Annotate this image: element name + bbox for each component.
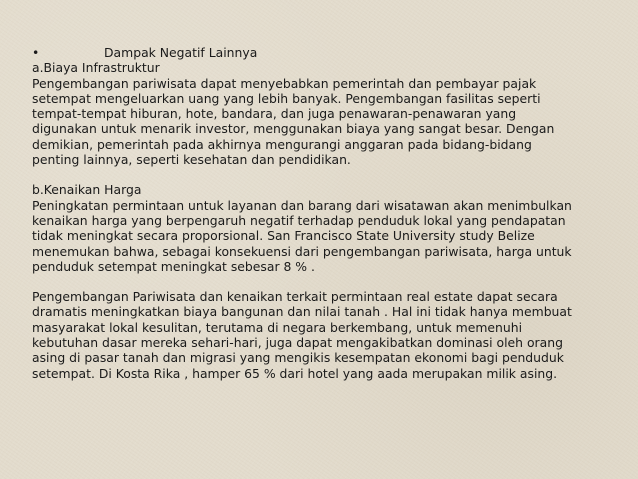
paragraph-line: setempat. Di Kosta Rika , hamper 65 % dari hotel yang aada merupakan milik asing. <box>32 365 558 381</box>
paragraph-line: penting lainnya, seperti kesehatan dan pendidikan. <box>32 152 351 168</box>
paragraph-line: Pengembangan pariwisata dapat menyebabkan pemerintah dan pembayar pajak <box>32 75 537 91</box>
bullet-marker: • <box>32 45 40 60</box>
bullet-heading <box>32 45 612 60</box>
paragraph-line: tempat-tempat hiburan, hote, bandara, dan juga penawaran-penawaran yang <box>32 106 517 122</box>
paragraph-gap <box>32 167 612 182</box>
subheading-kenaikan-harga: b.Kenaikan Harga <box>32 182 142 198</box>
paragraph-line: demikian, pemerintah pada akhirnya mengurangi anggaran pada bidang-bidang <box>32 136 532 152</box>
paragraph-line: penduduk setempat meningkat sebesar 8 % . <box>32 258 315 274</box>
paragraph-gap <box>32 274 612 289</box>
paragraph-line: kebutuhan dasar mereka sehari-hari, juga dapat mengakibatkan dominasi oleh orang <box>32 335 563 351</box>
paragraph-line: Peningkatan permintaan untuk layanan dan barang dari wisatawan akan menimbulkan <box>32 197 572 213</box>
paragraph-kenaikan-harga <box>32 198 612 274</box>
paragraph-real-estate <box>32 289 612 381</box>
paragraph-line: tidak meningkat secara proporsional. San Francisco State University study Belize <box>32 228 535 244</box>
paragraph-line: kenaikan harga yang berpengaruh negatif terhadap penduduk lokal yang pendapatan <box>32 212 566 228</box>
paragraph-line: masyarakat lokal kesulitan, terutama di negara berkembang, untuk memenuhi <box>32 319 523 335</box>
section-heading: Dampak Negatif Lainnya <box>104 45 258 60</box>
subheading-biaya-infrastruktur: a.Biaya Infrastruktur <box>32 60 160 76</box>
paragraph-line: setempat mengeluarkan uang yang lebih banyak. Pengembangan fasilitas seperti <box>32 90 541 106</box>
slide-body <box>32 45 612 381</box>
paragraph-biaya-infrastruktur <box>32 76 612 168</box>
paragraph-line: dramatis meningkatkan biaya bangunan dan nilai tanah . Hal ini tidak hanya membuat <box>32 304 572 320</box>
paragraph-line: asing di pasar tanah dan migrasi yang mengikis kesempatan ekonomi bagi penduduk <box>32 350 564 366</box>
paragraph-line: menemukan bahwa, sebagai konsekuensi dari pengembangan pariwisata, harga untuk <box>32 243 572 259</box>
paragraph-line: Pengembangan Pariwisata dan kenaikan terkait permintaan real estate dapat secara <box>32 289 558 305</box>
paragraph-line: digunakan untuk menarik investor, menggunakan biaya yang sangat besar. Dengan <box>32 121 555 137</box>
